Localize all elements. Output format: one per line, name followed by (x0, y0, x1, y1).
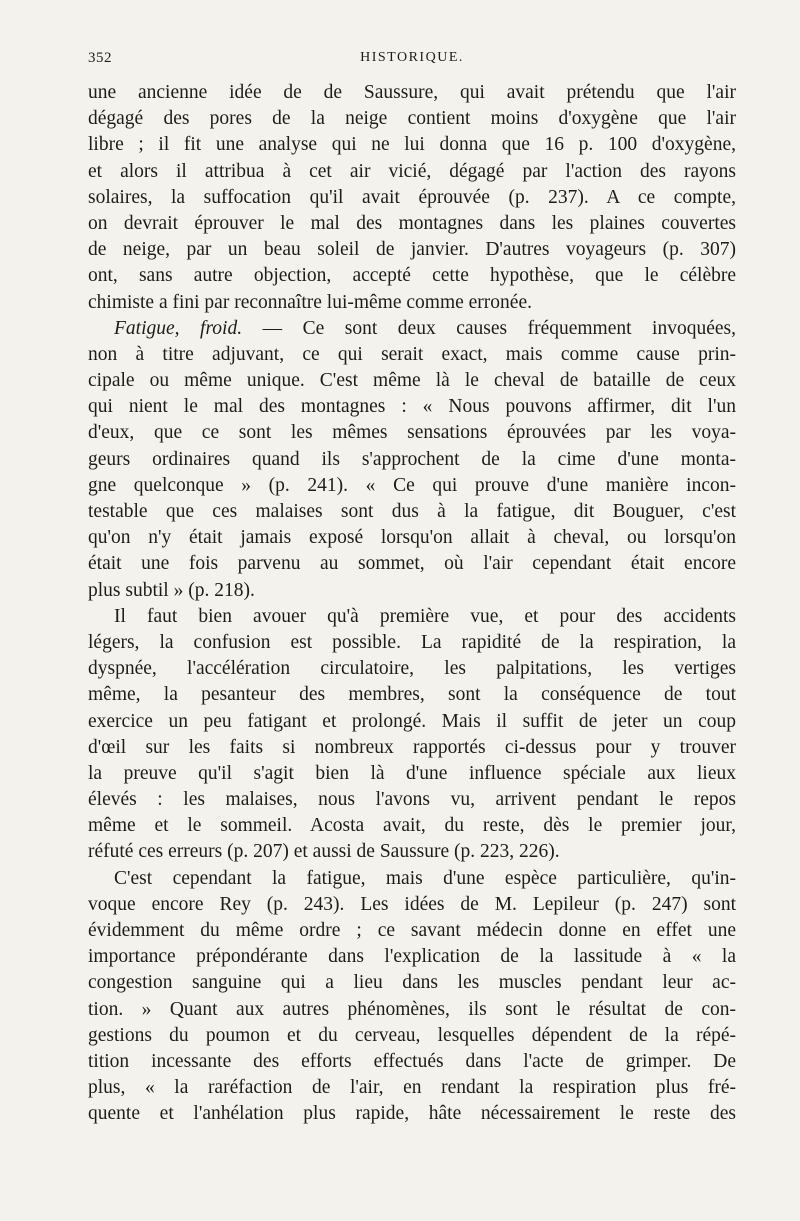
text-line: et alors il attribua à cet air vicié, dégagé par l'action des rayons (88, 160, 736, 182)
text-line: congestion sanguine qui a lieu dans les muscles pendant leur ac- (88, 972, 736, 994)
text-line: d'eux, que ce sont les mêmes sensations éprouvées par les voya- (88, 422, 736, 444)
text-line: quente et l'anhélation plus rapide, hâte nécessairement le reste des (88, 1103, 736, 1125)
text-line: une ancienne idée de de Saussure, qui avait prétendu que l'air (88, 82, 736, 103)
text-line: solaires, la suffocation qu'il avait éprouvée (p. 237). A ce compte, (88, 186, 736, 208)
text-line: de neige, par un beau soleil de janvier. D'autres voyageurs (p. 307) (88, 239, 736, 261)
page-header (88, 50, 736, 74)
text-line: exercice un peu fatigant et prolongé. Mais il suffit de jeter un coup (88, 710, 736, 732)
running-head: HISTORIQUE. (360, 50, 464, 65)
text-line: tion. » Quant aux autres phénomènes, ils sont le résultat de con- (88, 998, 736, 1020)
text-line: tition incessante des efforts effectués dans l'acte de grimper. De (88, 1050, 736, 1072)
text-line: était une fois parvenu au sommet, où l'air cependant était encore (88, 553, 736, 575)
text-line: geurs ordinaires quand ils s'approchent de la cime d'une monta- (88, 448, 736, 470)
section-lead-italic: Fatigue, froid. (114, 317, 243, 339)
text-line: légers, la confusion est possible. La rapidité de la respiration, la (88, 631, 736, 653)
text-line: évidemment du même ordre ; ce savant médecin donne en effet une (88, 920, 736, 941)
text-line: dyspnée, l'accélération circulatoire, les palpitations, les vertiges (88, 658, 736, 680)
text-line: élevés : les malaises, nous l'avons vu, arrivent pendant le repos (88, 789, 736, 811)
text-line: qui nient le mal des montagnes : « Nous pouvons affirmer, dit l'un (88, 396, 736, 418)
body-text (88, 80, 736, 1128)
text-line: d'œil sur les faits si nombreux rapportés ci-dessus pour y trouver (88, 736, 736, 758)
text-line: réfuté ces erreurs (p. 207) et aussi de Saussure (p. 223, 226). (88, 841, 560, 863)
text-line: on devrait éprouver le mal des montagnes dans les plaines couvertes (88, 212, 736, 234)
paragraph-start-line: C'est cependant la fatigue, mais d'une espèce particulière, qu'in- (114, 867, 736, 889)
text-line: cipale ou même unique. C'est même là le cheval de bataille de ceux (88, 370, 736, 392)
text-line: ont, sans autre objection, accepté cette hypothèse, que le célèbre (88, 265, 736, 287)
paragraph-start-line (88, 316, 736, 342)
text-line: non à titre adjuvant, ce qui serait exact, mais comme cause prin- (88, 343, 736, 365)
text-line: qu'on n'y était jamais exposé lorsqu'on allait à cheval, ou lorsqu'on (88, 527, 736, 549)
text-line: plus subtil » (p. 218). (88, 579, 255, 601)
text-line: gestions du poumon et du cerveau, lesquelles dépendent de la répé- (88, 1024, 736, 1046)
text-line: plus, « la raréfaction de l'air, en rendant la respiration plus fré- (88, 1077, 736, 1099)
text-line: même, la pesanteur des membres, sont la conséquence de tout (88, 684, 736, 706)
text-line: libre ; il fit une analyse qui ne lui donna que 16 p. 100 d'oxygène, (88, 134, 736, 156)
text-line: testable que ces malaises sont dus à la fatigue, dit Bouguer, c'est (88, 501, 736, 522)
text-line: dégagé des pores de la neige contient moins d'oxygène que l'air (88, 108, 736, 130)
text-line: chimiste a fini par reconnaître lui-même comme erronée. (88, 291, 532, 313)
text-line: gne quelconque » (p. 241). « Ce qui prouve d'une manière incon- (88, 474, 736, 496)
text-line: même et le sommeil. Acosta avait, du reste, dès le premier jour, (88, 815, 736, 837)
text-line: la preuve qu'il s'agit bien là d'une influence spéciale aux lieux (88, 762, 736, 784)
section-lead-rest: — Ce sont deux causes fréquemment invoquées, (242, 317, 736, 339)
text-line: voque encore Rey (p. 243). Les idées de M. Lepileur (p. 247) sont (88, 893, 736, 915)
paragraph-start-line: Il faut bien avouer qu'à première vue, et pour des accidents (114, 605, 736, 627)
page-number: 352 (88, 50, 112, 66)
text-line: importance prépondérante dans l'explication de la lassitude à « la (88, 946, 736, 968)
